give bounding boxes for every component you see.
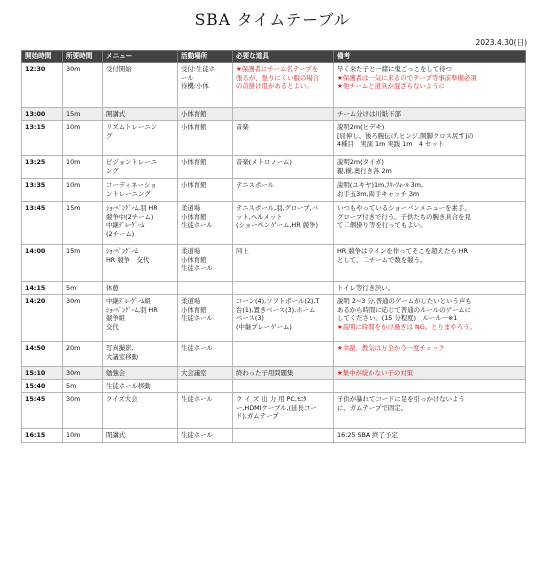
duration-cell: 30m [63, 63, 103, 108]
tools-cell [233, 367, 334, 380]
menu-cell [103, 63, 178, 108]
notes-cell [334, 380, 526, 393]
table-row [22, 429, 526, 443]
table-row [22, 202, 526, 245]
duration-cell: 20m [63, 342, 103, 367]
place-cell [178, 245, 233, 282]
menu-line: 競争中(2チーム) [106, 212, 154, 221]
start-time-cell: 13:35 [22, 179, 63, 202]
table-row [22, 342, 526, 367]
place-line: 柔道場 [181, 204, 201, 212]
notes-line: トイレ等行き渋い。 [337, 284, 395, 292]
menu-line: ｼｮｰﾍﾟﾝｹﾞｰﾑ,羽 HR [106, 305, 158, 314]
notes-line: として、二チームで数を競う。 [337, 255, 427, 264]
place-line: 大会議室 [181, 369, 207, 377]
notes-line: 4種目 実演 1m 実践 1m 4 セット [337, 140, 445, 149]
table-row [22, 393, 526, 429]
menu-line: 休憩 [106, 284, 119, 292]
place-line: 小体育館 [181, 110, 207, 118]
place-line: 小体育館 [181, 305, 207, 314]
tools-line: 同上 [236, 247, 249, 255]
place-cell [178, 108, 233, 121]
header-duration: 所要時間 [63, 51, 103, 63]
place-line: 小体育館 [181, 181, 207, 189]
table-row [22, 63, 526, 108]
date-label: 2023.4.30(日) [475, 38, 527, 47]
table-row [22, 295, 526, 342]
notes-cell [334, 121, 526, 156]
notes-cell [334, 108, 526, 121]
place-line: 小体育館 [181, 123, 207, 131]
header-tools: 必要な道具 [233, 51, 334, 63]
menu-cell [103, 429, 178, 443]
tools-line: 台(1),置きベース(3),ホーム [236, 305, 316, 314]
notes-line: 説明2m(ヒデキ) [337, 123, 385, 131]
duration-cell: 30m [63, 393, 103, 429]
tools-line: (ショーペンゲーム,HR 競争) [236, 221, 318, 230]
place-cell [178, 429, 233, 443]
table-row [22, 121, 526, 156]
notes-cell [334, 179, 526, 202]
menu-line: グ [106, 131, 113, 140]
place-line: 生徒ホール [181, 221, 213, 230]
menu-cell [103, 342, 178, 367]
menu-line: 交代 [106, 322, 119, 331]
tools-line: 終わった子用問題集 [236, 369, 294, 377]
notes-line: 説明2m(タイガ) [337, 158, 384, 166]
notes-line: 説明(ユキヤ)1m,ﾌﾘｰﾌｫｰﾙ 3m, [337, 181, 423, 189]
place-line: 小体育館 [181, 158, 207, 166]
notes-line: あるから時間に応じて普通のルールのゲームに [337, 305, 472, 314]
table-row [22, 245, 526, 282]
notes-line: ★他チームと道具が混ざらないように [337, 82, 445, 91]
menu-cell [103, 108, 178, 121]
place-line: 生徒ホール [181, 395, 213, 403]
notes-cell [334, 367, 526, 380]
menu-line: 中継ﾃﾞﾚｰｹﾞｰﾑ [106, 221, 145, 230]
notes-cell [334, 63, 526, 108]
tools-cell [233, 156, 334, 179]
timetable [21, 50, 526, 443]
tools-line: ド),ガムテープ [236, 412, 279, 421]
menu-line: コーディネーショ [106, 181, 157, 189]
tools-line: の首掛け用があるとよい。 [236, 82, 313, 91]
header-place: 活動場所 [178, 51, 233, 63]
place-line: 柔道場 [181, 297, 201, 305]
notes-line: ★集中が続かない子の対策 [337, 369, 414, 377]
tools-line: ット,ヘルメット [236, 212, 283, 221]
place-line: 小体育館 [181, 212, 207, 221]
tools-cell [233, 63, 334, 108]
duration-cell: 10m [63, 121, 103, 156]
tools-cell [233, 108, 334, 121]
menu-cell [103, 295, 178, 342]
menu-line: HR 競争 交代 [106, 255, 150, 264]
place-line: 小体育館 [181, 255, 207, 264]
menu-cell [103, 282, 178, 295]
tools-line: ★保護者にチーム名テープを [236, 65, 319, 73]
notes-line: 16:25 SBA 終了予定 [337, 431, 398, 439]
place-cell [178, 282, 233, 295]
start-time-cell: 14:15 [22, 282, 63, 295]
tools-line: 音楽(メトロノーム) [236, 158, 292, 166]
menu-cell [103, 121, 178, 156]
notes-line: 説明 2~3 分,普通のゲームがしたいという声も [337, 297, 472, 305]
notes-line: してください。(15 分程度) ルール一※1 [337, 314, 458, 323]
notes-line: お手玉3m,両手キャッチ 3m [337, 189, 420, 198]
tools-cell [233, 245, 334, 282]
start-time-cell: 15:40 [22, 380, 63, 393]
start-time-cell: 12:30 [22, 63, 63, 108]
tools-cell [233, 342, 334, 367]
menu-line: 大議室移動 [106, 352, 138, 361]
tools-cell [233, 429, 334, 443]
table-row [22, 367, 526, 380]
start-time-cell: 15:45 [22, 393, 63, 429]
menu-line: ントレーニング [106, 189, 151, 198]
notes-line: ★説明に時間をかけ過ぎは NG。とりまやろう。 [337, 322, 476, 331]
place-cell [178, 202, 233, 245]
start-time-cell: 15:10 [22, 367, 63, 380]
header-notes: 備考 [334, 51, 526, 63]
notes-cell [334, 245, 526, 282]
menu-line: 中継ﾃﾞﾚｰｹﾞｰﾑ組 [106, 297, 151, 305]
menu-line: (2チーム) [106, 229, 135, 238]
table-row [22, 282, 526, 295]
notes-cell [334, 342, 526, 367]
menu-cell [103, 202, 178, 245]
place-cell [178, 380, 233, 393]
menu-line: 競争組 [106, 314, 126, 323]
duration-cell: 30m [63, 295, 103, 342]
notes-line: 子供が暴れてコードに足を引っかけないよう [337, 395, 465, 403]
notes-line: グローブ付きで行う。子供たちの腕き具合を見 [337, 212, 471, 221]
tools-line: ク イ ズ 出 力 用 PC,ﾓﾆﾀ [236, 395, 307, 403]
place-line: 生徒ホール [181, 431, 213, 439]
start-time-cell: 14:50 [22, 342, 63, 367]
start-time-cell: 13:15 [22, 121, 63, 156]
place-line: 柔道場 [181, 247, 201, 255]
notes-cell [334, 282, 526, 295]
notes-line: 早く来た子と一緒に鬼ごっこをして待つ [337, 65, 452, 73]
place-line: 受付:生徒ホ [181, 65, 216, 73]
menu-cell [103, 393, 178, 429]
start-time-cell: 13:00 [22, 108, 63, 121]
menu-line: ビジョントレーニ [106, 158, 157, 166]
place-cell [178, 179, 233, 202]
tools-line: 張るが、張りにくい服の場合 [236, 73, 320, 82]
place-line: 待機:小体 [181, 82, 209, 91]
notes-cell [334, 156, 526, 179]
menu-cell [103, 156, 178, 179]
menu-line: クイズ大会 [106, 395, 138, 403]
start-time-cell: 13:45 [22, 202, 63, 245]
place-cell [178, 393, 233, 429]
menu-line: 閉講式 [106, 431, 126, 439]
page-title: SBA タイムテーブル [194, 11, 351, 29]
duration-cell: 10m [63, 156, 103, 179]
place-cell [178, 342, 233, 367]
menu-cell [103, 179, 178, 202]
tools-cell [233, 121, 334, 156]
menu-line: ｼｮｰﾍﾟﾝｹﾞｰﾑ [106, 247, 138, 255]
menu-cell [103, 367, 178, 380]
menu-line: 写真撮影, [106, 344, 134, 352]
table-row [22, 380, 526, 393]
tools-cell [233, 295, 334, 342]
tools-line: ー,HDMIケーブル,(延長コー [236, 403, 317, 412]
place-cell [178, 156, 233, 179]
start-time-cell: 16:15 [22, 429, 63, 443]
duration-cell: 10m [63, 179, 103, 202]
place-line: 生徒ホール [181, 314, 213, 323]
table-row [22, 156, 526, 179]
duration-cell: 15m [63, 108, 103, 121]
start-time-cell: 14:00 [22, 245, 63, 282]
table-row [22, 179, 526, 202]
menu-line: 勉強会 [106, 369, 126, 377]
notes-line: いつもやっているショーバンメニューを素手、 [337, 204, 471, 212]
notes-line: に、ガムテープで固定。 [337, 403, 408, 412]
tools-cell [233, 393, 334, 429]
notes-line: [屈伸し、後ろ腕伝げ,ヒンジ,開脚クロス尻す]の [337, 131, 474, 140]
place-line: 生徒ホール [181, 264, 213, 273]
notes-line: チーム分けは川紙下部 [337, 110, 401, 118]
header-menu: メニュー [103, 51, 178, 63]
menu-line: 受付開始 [106, 65, 132, 73]
tools-cell [233, 380, 334, 393]
notes-cell [334, 429, 526, 443]
tools-line: ベース(3) [236, 314, 264, 323]
duration-cell: 5m [63, 282, 103, 295]
tools-line: テニスボール,羽,グローブ,バ [236, 204, 319, 212]
tools-line: (中継プレーゲーム) [236, 322, 292, 331]
notes-line: ★保護者は一気に来るのでテープ等事前準備必須 [337, 73, 477, 82]
table-row [22, 108, 526, 121]
place-cell [178, 295, 233, 342]
notes-cell [334, 202, 526, 245]
notes-cell [334, 393, 526, 429]
place-line: ール [181, 73, 194, 82]
notes-line: 親,横,奥行き各 2m [337, 166, 392, 175]
header-start-time: 開始時間 [22, 51, 63, 63]
notes-cell [334, 295, 526, 342]
duration-cell: 30m [63, 367, 103, 380]
place-line: 生徒ホール [181, 344, 213, 352]
notes-line: ★幸謝、教気は万全か今一度チェック [337, 344, 445, 352]
tools-line: テニスボール [236, 181, 274, 189]
table-header-row [22, 51, 526, 63]
tools-cell [233, 202, 334, 245]
start-time-cell: 14:20 [22, 295, 63, 342]
duration-cell: 15m [63, 245, 103, 282]
tools-cell [233, 179, 334, 202]
menu-cell [103, 245, 178, 282]
duration-cell: 10m [63, 429, 103, 443]
menu-line: リズムトレーニン [106, 123, 157, 131]
menu-line: ｼｮｰﾍﾟﾝｹﾞｰﾑ,羽 HR [106, 204, 158, 212]
menu-line: 生徒ホール移動 [106, 382, 151, 390]
place-cell [178, 63, 233, 108]
menu-line: 開講式 [106, 110, 126, 118]
start-time-cell: 13:25 [22, 156, 63, 179]
duration-cell: 5m [63, 380, 103, 393]
place-cell [178, 367, 233, 380]
tools-cell [233, 282, 334, 295]
notes-line: て二個掛り等を行ってもよい。 [337, 221, 427, 230]
place-cell [178, 121, 233, 156]
tools-line: コーン(4),ソフトボール(2),T [236, 297, 320, 305]
notes-line: HR 競争はラインを作ってそこを超えたら HR [337, 247, 469, 255]
tools-line: 音楽 [236, 123, 249, 131]
duration-cell: 15m [63, 202, 103, 245]
menu-cell [103, 380, 178, 393]
menu-line: ング [106, 166, 119, 175]
